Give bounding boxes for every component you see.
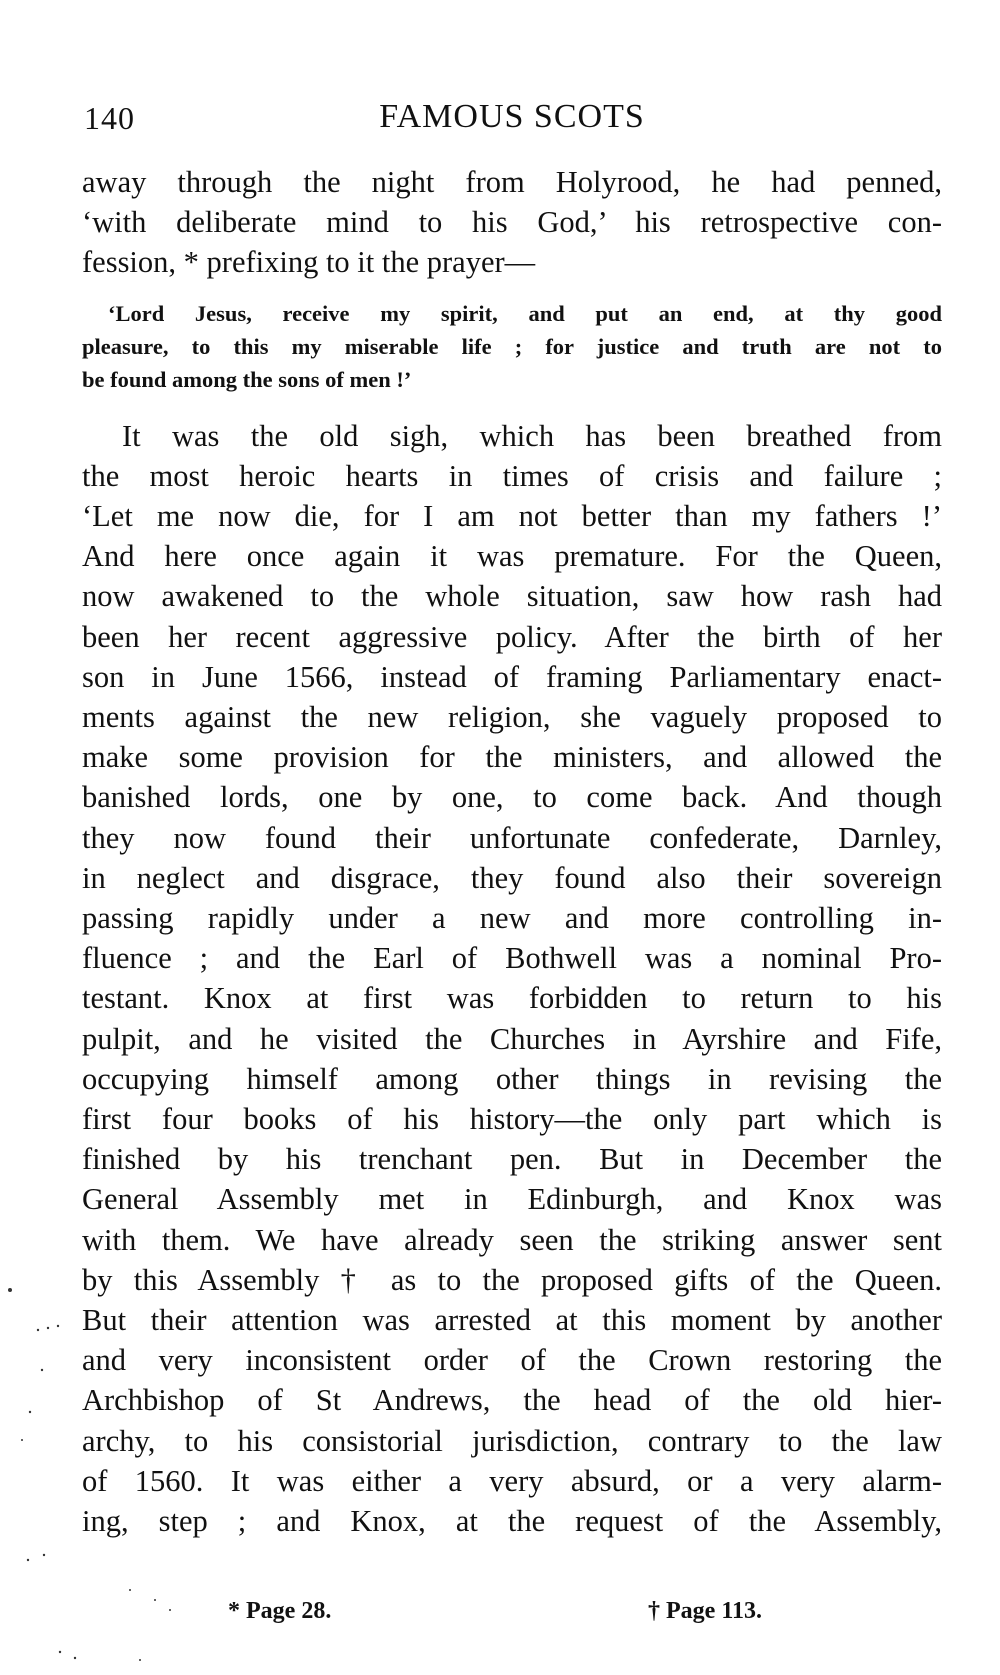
text-line: Archbishop of St Andrews, the head of the old hier- <box>82 1383 942 1418</box>
text-line: by this Assembly † as to the proposed gifts of the Queen. <box>82 1262 942 1297</box>
text-line: they now found their unfortunate confederate, Darnley, <box>82 820 942 855</box>
page-number: 140 <box>84 100 135 136</box>
text-line: testant. Knox at first was forbidden to return to his <box>82 981 942 1016</box>
prayer-quote <box>82 297 942 396</box>
quote-line: ‘Lord Jesus, receive my spirit, and put an end, at thy good <box>108 300 942 326</box>
text-line: It was the old sigh, which has been breathed from <box>122 418 942 453</box>
text-line: banished lords, one by one, to come back. And though <box>82 780 942 815</box>
text-line: archy, to his consistorial jurisdiction, contrary to the law <box>82 1423 942 1458</box>
quote-line: be found among the sons of men !’ <box>82 366 412 392</box>
text-line: and very inconsistent order of the Crown restoring the <box>82 1343 942 1378</box>
text-line: But their attention was arrested at this moment by another <box>82 1303 942 1338</box>
text-line: of 1560. It was either a very absurd, or a very alarm- <box>82 1463 942 1498</box>
book-page <box>82 92 942 1541</box>
text-line: been her recent aggressive policy. After the birth of her <box>82 619 942 654</box>
text-line: pulpit, and he visited the Churches in Ayrshire and Fife, <box>82 1021 942 1056</box>
footnote-asterisk: * Page 28. <box>228 1598 332 1624</box>
text-line: son in June 1566, instead of framing Parliamentary enact- <box>82 659 942 694</box>
footnote-dagger: † Page 113. <box>648 1598 762 1624</box>
text-line: first four books of his history—the only part which is <box>82 1102 942 1137</box>
main-paragraph <box>82 416 942 1542</box>
text-line: away through the night from Holyrood, he had penned, <box>82 165 942 199</box>
text-line: with them. We have already seen the striking answer sent <box>82 1222 942 1257</box>
margin-specks <box>0 0 200 1675</box>
text-line: fession, * prefixing to it the prayer— <box>82 245 536 280</box>
text-line: General Assembly met in Edinburgh, and Knox was <box>82 1182 942 1217</box>
text-line: the most heroic hearts in times of crisis and failure ; <box>82 458 942 493</box>
text-line: ing, step ; and Knox, at the request of the Assembly, <box>82 1504 942 1539</box>
running-title: FAMOUS SCOTS <box>379 98 645 135</box>
intro-paragraph <box>82 162 942 283</box>
quote-line: pleasure, to this my miserable life ; for justice and truth are not to <box>82 333 942 359</box>
text-line: occupying himself among other things in revising the <box>82 1061 942 1096</box>
text-line: And here once again it was premature. For the Queen, <box>82 539 942 574</box>
text-line: make some provision for the ministers, and allowed the <box>82 740 942 775</box>
text-line: ‘with deliberate mind to his God,’ his retrospective con- <box>82 205 942 240</box>
text-line: in neglect and disgrace, they found also their sovereign <box>82 860 942 895</box>
text-line: ‘Let me now die, for I am not better than my fathers !’ <box>82 499 942 534</box>
text-line: finished by his trenchant pen. But in December the <box>82 1142 942 1177</box>
text-line: ments against the new religion, she vaguely proposed to <box>82 700 942 735</box>
text-line: now awakened to the whole situation, saw how rash had <box>82 579 942 614</box>
page-header <box>82 92 942 142</box>
text-line: passing rapidly under a new and more controlling in- <box>82 901 942 936</box>
text-line: fluence ; and the Earl of Bothwell was a nominal Pro- <box>82 941 942 976</box>
